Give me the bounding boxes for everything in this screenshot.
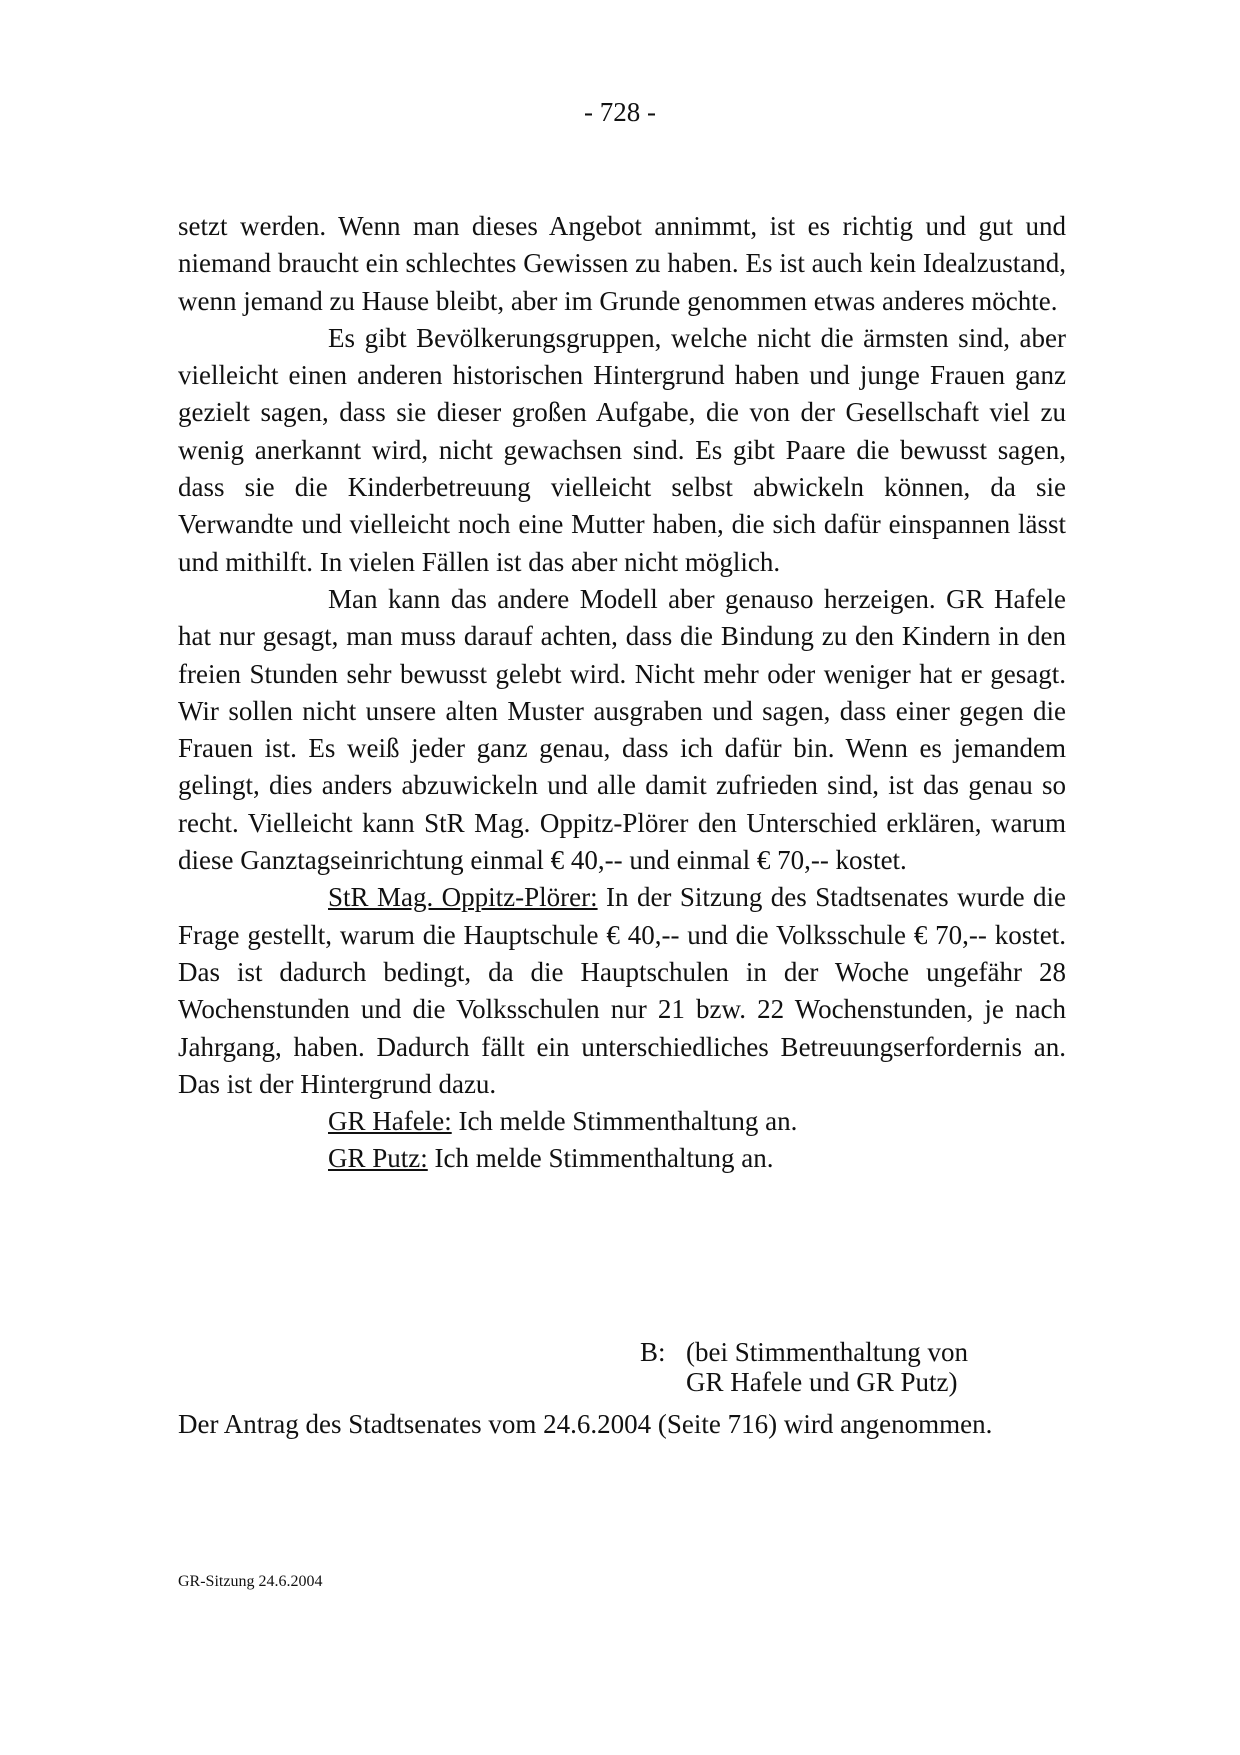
statement-text: Ich melde Stimmenthaltung an. [434,1143,774,1174]
final-statement: Der Antrag des Stadtsenates vom 24.6.2004 (Seite 716) wird angenommen. [178,1409,993,1439]
statement-putz [178,1140,1066,1177]
statement-text: In der Sitzung des Stadtsenates wurde die Frage gestellt, warum die Hauptschule € 40,-- und die Volksschule € 70,-- kostet. Das ist dadurch bedingt, da die Hauptschulen in der Woche ungefähr 28 Wochenstunden und die Volksschulen nur 21 bzw. 22 Wochenstunden, je nach Jahrgang, haben. Dadurch fällt ein unterschiedliches Betreuungserfordernis an. Das ist der Hintergrund dazu. [178,882,1067,1099]
resolution-line-2: GR Hafele und GR Putz) [686,1367,958,1397]
resolution-mark: B: [640,1337,666,1367]
speaker-name: StR Mag. Oppitz-Plörer: [328,882,598,913]
resolution-line-1: (bei Stimmenthaltung von [686,1337,968,1367]
speaker-name: GR Hafele: [328,1106,452,1137]
body-text [178,208,1066,1178]
paragraph-other-model: Man kann das andere Modell aber genauso herzeigen. GR Hafele hat nur gesagt, man muss darauf achten, dass die Bindung zu den Kindern in den freien Stunden sehr bewusst gelebt wird. Nicht mehr oder weniger hat er gesagt. Wir sollen nicht unsere alten Muster ausgraben und sagen, dass einer gegen die Frauen ist. Es weiß jeder ganz genau, dass ich dafür bin. Wenn es jemandem gelingt, dies anders abzuwickeln und alle damit zufrieden sind, ist das genau so recht. Vielleicht kann StR Mag. Oppitz-Plörer den Unterschied erklären, warum diese Ganztagseinrichtung einmal € 40,-- und einmal € 70,-- kostet. [178,583,1066,876]
footer-session-date: GR-Sitzung 24.6.2004 [178,1573,323,1590]
statement-hafele [178,1103,1066,1140]
statement-oppitz-ploerer [178,879,1066,1103]
page-number: - 728 - [584,97,656,127]
resolution-note [640,1337,968,1397]
statement-text: Ich melde Stimmenthaltung an. [458,1106,798,1137]
speaker-name: GR Putz: [328,1143,428,1174]
paragraph-population-groups: Es gibt Bevölkerungsgruppen, welche nicht die ärmsten sind, aber vielleicht einen anderen historischen Hintergrund haben und junge Frauen ganz gezielt sagen, dass sie dieser großen Aufgabe, die von der Gesellschaft viel zu wenig anerkannt wird, nicht gewachsen sind. Es gibt Paare die bewusst sagen, dass sie die Kinderbetreuung vielleicht selbst abwickeln können, da sie Verwandte und vielleicht noch eine Mutter haben, die sich dafür einspannen lässt und mithilft. In vielen Fällen ist das aber nicht möglich. [178,322,1066,577]
paragraph-continuation: setzt werden. Wenn man dieses Angebot annimmt, ist es richtig und gut und niemand braucht ein schlechtes Gewissen zu haben. Es ist auch kein Idealzustand, wenn jemand zu Hause bleibt, aber im Grunde genommen etwas anderes möchte. [178,211,1066,316]
